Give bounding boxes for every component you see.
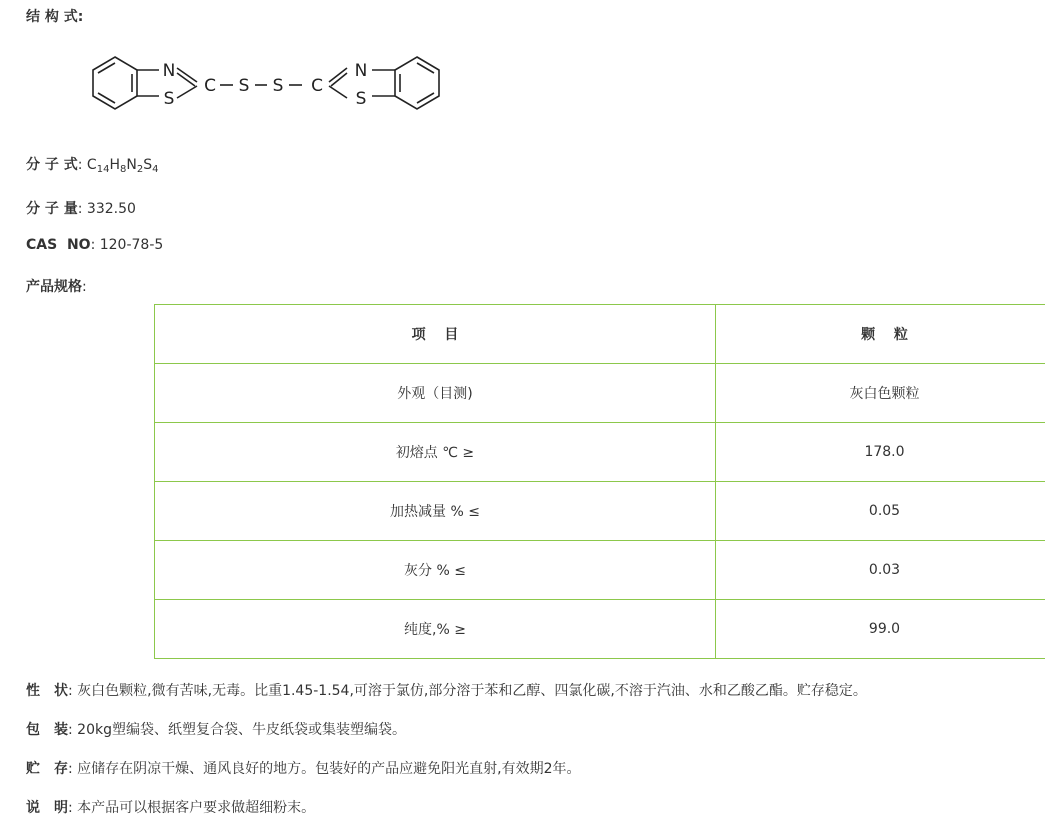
row-item-melting-point: 初熔点 ℃ ≥ xyxy=(155,423,716,482)
formula-value: $C_{14}H_8N_2S_4$ xyxy=(87,157,159,173)
row-value-appearance: 灰白色颗粒 xyxy=(716,364,1045,423)
product-spec-heading: 产品规格: xyxy=(26,276,87,296)
formula-label: 分 子 式 xyxy=(26,157,78,173)
atom-s-mid1: S xyxy=(239,76,250,96)
note-text: 本产品可以根据客户要求做超细粉末。 xyxy=(77,800,315,816)
note-paragraph: 说 明: 本产品可以根据客户要求做超细粉末。 xyxy=(26,797,315,817)
packaging-text: 20kg塑编袋、纸塑复合袋、牛皮纸袋或集装塑编袋。 xyxy=(77,722,406,738)
cas-value: 120-78-5 xyxy=(100,237,164,253)
molecular-weight-line: 分 子 量: 332.50 xyxy=(26,198,136,218)
table-row xyxy=(155,600,1045,659)
header-item: 项 目 xyxy=(155,305,716,364)
structural-formula-diagram xyxy=(84,54,454,116)
row-value-ash: 0.03 xyxy=(716,541,1045,600)
atom-s-right: S xyxy=(356,89,367,109)
atom-s-left: S xyxy=(164,89,175,109)
properties-paragraph: 性 状: 灰白色颗粒,微有苦味,无毒。比重1.45-1.54,可溶于氯仿,部分溶于苯和乙醇、四氯化碳,不溶于汽油、水和乙酸乙酯。贮存稳定。 xyxy=(26,680,867,700)
row-value-purity: 99.0 xyxy=(716,600,1045,659)
storage-paragraph: 贮 存: 应储存在阴凉干燥、通风良好的地方。包装好的产品应避免阳光直射,有效期2年。 xyxy=(26,758,581,778)
molecular-formula-line: 分 子 式: $C_{14}H_8N_2S_4$ xyxy=(26,154,158,175)
spec-table xyxy=(154,304,1045,659)
atom-n-left: N xyxy=(163,61,176,81)
row-item-ash: 灰分 % ≤ xyxy=(155,541,716,600)
table-row xyxy=(155,364,1045,423)
atom-c-right: C xyxy=(311,76,323,96)
right-benzene-ring xyxy=(395,57,439,109)
row-item-purity: 纯度,% ≥ xyxy=(155,600,716,659)
cas-label: CAS NO xyxy=(26,237,91,253)
storage-label: 贮 存 xyxy=(26,761,68,777)
row-item-appearance: 外观（目测) xyxy=(155,364,716,423)
structure-heading: 结 构 式: xyxy=(26,6,83,26)
storage-text: 应储存在阴凉干燥、通风良好的地方。包装好的产品应避免阳光直射,有效期2年。 xyxy=(77,761,580,777)
atom-n-right: N xyxy=(355,61,368,81)
atom-c-left: C xyxy=(204,76,216,96)
table-row xyxy=(155,482,1045,541)
weight-value: 332.50 xyxy=(87,201,136,217)
packaging-paragraph: 包 装: 20kg塑编袋、纸塑复合袋、牛皮纸袋或集装塑编袋。 xyxy=(26,719,406,739)
row-item-heating-loss: 加热减量 % ≤ xyxy=(155,482,716,541)
packaging-label: 包 装 xyxy=(26,722,68,738)
table-row xyxy=(155,423,1045,482)
table-header-row xyxy=(155,305,1045,364)
properties-label: 性 状 xyxy=(26,683,68,699)
row-value-melting-point: 178.0 xyxy=(716,423,1045,482)
row-value-heating-loss: 0.05 xyxy=(716,482,1045,541)
atom-s-mid2: S xyxy=(273,76,284,96)
left-benzene-ring xyxy=(93,57,137,109)
weight-label: 分 子 量 xyxy=(26,201,78,217)
note-label: 说 明 xyxy=(26,800,68,816)
header-granule: 颗 粒 xyxy=(716,305,1045,364)
table-row xyxy=(155,541,1045,600)
cas-number-line: CAS NO: 120-78-5 xyxy=(26,237,163,253)
properties-text: 灰白色颗粒,微有苦味,无毒。比重1.45-1.54,可溶于氯仿,部分溶于苯和乙醇、四氯化碳,不溶于汽油、水和乙酸乙酯。贮存稳定。 xyxy=(77,683,867,699)
